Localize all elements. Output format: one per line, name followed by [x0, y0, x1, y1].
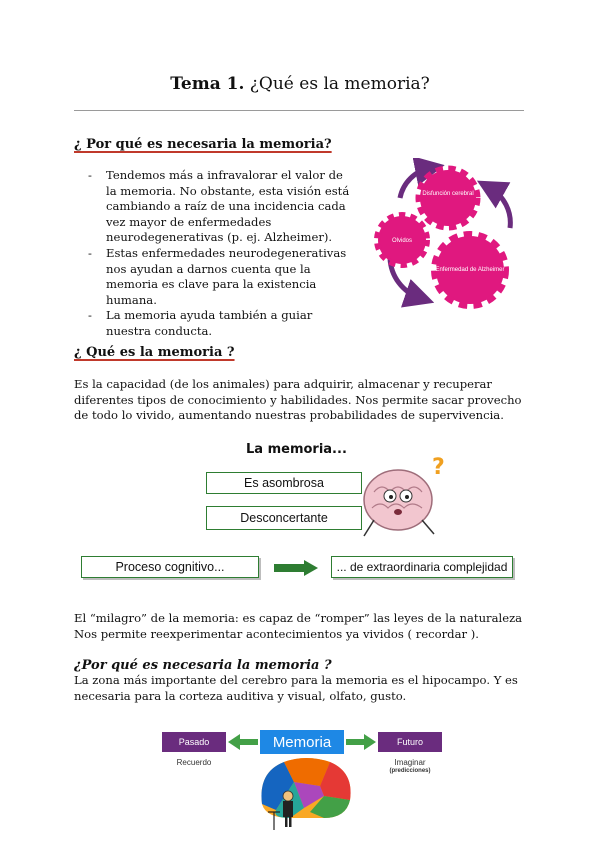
page-title: [0, 74, 600, 94]
box-complejidad: ... de extraordinaria complejidad: [331, 556, 513, 578]
title-divider: [74, 110, 524, 111]
box-memoria: Memoria: [260, 730, 344, 754]
gear-top-label: Disfunción cerebral: [422, 191, 474, 197]
gear-cycle-diagram: [360, 158, 530, 318]
section2-paragraph: Es la capacidad (de los animales) para adquirir, almacenar y recuperar diferentes tipos de conocimiento y habilidades. Nos permite sacar provecho de todo lo vivido, aumentando nuestras probabilidades de supervivencia.: [74, 377, 522, 423]
gear-left-label: Olvidos: [391, 238, 413, 244]
gear-icon: [420, 170, 476, 226]
brain-regions-icon: [254, 752, 358, 832]
arrow-right-icon: [274, 560, 318, 576]
section1-heading: ¿ Por qué es necesaria la memoria?: [74, 137, 332, 152]
gear-icon: [435, 236, 504, 304]
gear-bottom-label: Enfermedad de Alzheimer: [435, 267, 505, 273]
gear-icon: [378, 216, 426, 264]
box-asombrosa: Es asombrosa: [206, 472, 362, 494]
title-number: Tema 1.: [170, 74, 245, 94]
box-proceso-cognitivo: Proceso cognitivo...: [81, 556, 259, 578]
box-pasado: Pasado: [162, 732, 226, 752]
brain-cartoon-icon: [354, 452, 454, 542]
title-text: ¿Qué es la memoria?: [249, 74, 430, 94]
section1-bullet-list: [88, 168, 350, 340]
section3-paragraph: La zona más importante del cerebro para la memoria es el hipocampo. Y es necesaria para la corteza auditiva y visual, olfato, gusto.: [74, 673, 518, 703]
section2-paragraph2: El “milagro” de la memoria: es capaz de “romper” las leyes de la naturaleza Nos permite reexperimentar acontecimientos ya vividos ( recordar ).: [74, 611, 523, 641]
arrow-left-icon: [228, 734, 258, 750]
section3-heading: ¿Por qué es necesaria la memoria ?: [74, 658, 332, 673]
arrow-right-icon: [346, 734, 376, 750]
section2-heading: ¿ Qué es la memoria ?: [74, 345, 235, 360]
box-futuro: Futuro: [378, 732, 442, 752]
bullet-item: - La memoria ayuda también a guiar nuestra conducta.: [88, 308, 350, 339]
memory-figure-heading: La memoria...: [246, 442, 347, 457]
caption-recuerdo: Recuerdo: [176, 758, 212, 767]
bullet-item: - Tendemos más a infravalorar el valor de la memoria. No obstante, esta visión está cambiando a raíz de una incidencia cada vez mayor de enfermedades neurodegenerativas (p. ej. Alzheimer).: [88, 168, 350, 246]
question-mark: ?: [432, 455, 445, 480]
box-desconcertante: Desconcertante: [206, 506, 362, 530]
cycle-arrow-icon: [490, 188, 510, 228]
caption-predicciones: (predicciones): [389, 768, 431, 774]
bullet-item: - Estas enfermedades neurodegenerativas nos ayudan a darnos cuenta que la memoria es clave para la existencia humana.: [88, 246, 350, 308]
caption-imaginar: Imaginar: [394, 758, 426, 767]
